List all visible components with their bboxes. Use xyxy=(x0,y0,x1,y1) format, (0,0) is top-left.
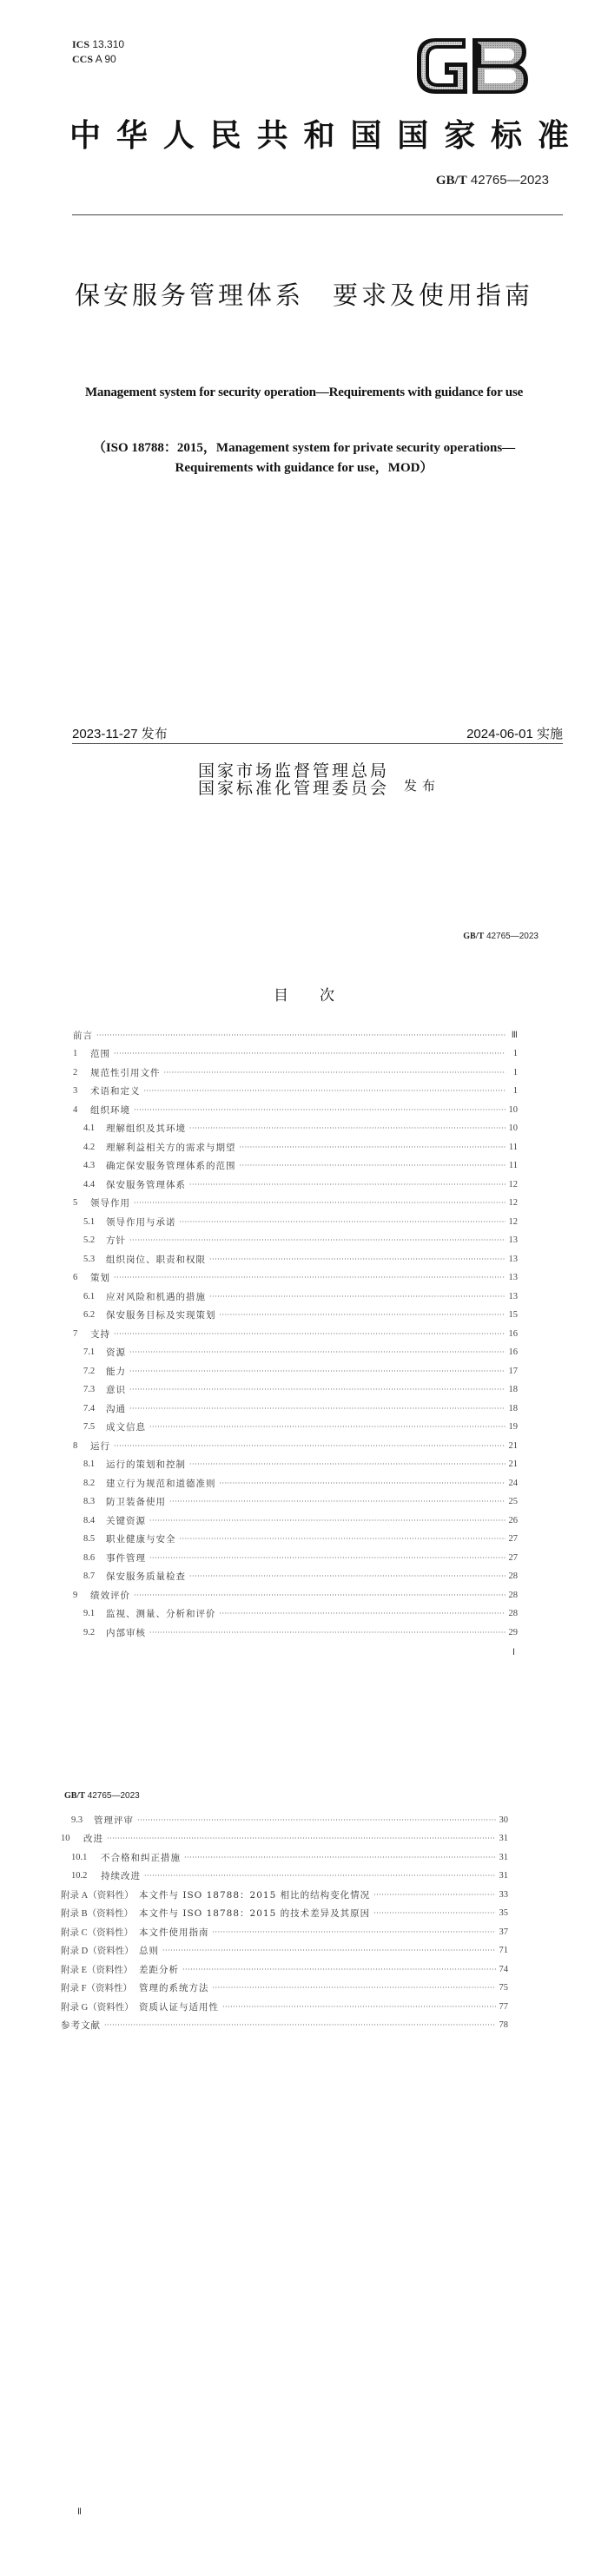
title-char: 标 xyxy=(491,117,523,154)
toc-leader xyxy=(209,1293,506,1301)
toc-entry[interactable] xyxy=(73,1252,518,1266)
ccs-value: A 90 xyxy=(95,53,116,65)
toc-leader xyxy=(134,1106,506,1114)
toc-leader xyxy=(129,1348,506,1356)
toc-page: 21 xyxy=(508,1459,518,1469)
toc-num: 7.1 xyxy=(83,1347,96,1357)
divider xyxy=(72,743,563,744)
title-char: 华 xyxy=(116,117,148,154)
toc-num: 附录 B（资料性） xyxy=(61,1909,134,1919)
toc-num: 7 xyxy=(73,1328,78,1339)
toc-entry[interactable] xyxy=(73,1047,518,1061)
toc-num: 9.1 xyxy=(83,1609,96,1618)
title-char: 国 xyxy=(397,117,429,154)
toc-leader xyxy=(114,1442,506,1450)
toc-page: 10 xyxy=(508,1123,518,1133)
toc-label: 保安服务目标及实现策划 xyxy=(106,1310,216,1321)
toc-page: 11 xyxy=(508,1161,518,1170)
toc-page: 18 xyxy=(508,1385,518,1394)
toc-page: 11 xyxy=(508,1142,518,1152)
toc-page: 12 xyxy=(508,1179,518,1189)
toc-label: 管理评审 xyxy=(94,1815,134,1826)
title-char: 国 xyxy=(350,117,382,154)
toc-label: 范围 xyxy=(90,1049,110,1059)
toc-leader xyxy=(96,1031,506,1039)
toc-page: 17 xyxy=(508,1366,518,1376)
toc-leader xyxy=(184,1854,496,1861)
toc-page: 78 xyxy=(499,2020,508,2030)
toc-page: 35 xyxy=(499,1908,508,1918)
toc-label: 差距分析 xyxy=(139,1964,179,1975)
toc-page: 12 xyxy=(508,1216,518,1227)
header-number: 42765—2023 xyxy=(486,932,539,941)
toc-label: 能力 xyxy=(106,1366,126,1377)
toc-label: 本文件与 ISO 18788：2015 的技术差异及其原因 xyxy=(139,1908,371,1919)
toc-leader xyxy=(129,1367,506,1375)
toc-page: 33 xyxy=(499,1889,508,1900)
toc-leader xyxy=(129,1236,506,1244)
toc-page: 27 xyxy=(508,1534,518,1544)
divider xyxy=(72,214,563,215)
toc-entry[interactable] xyxy=(73,1289,518,1303)
toc-page: 31 xyxy=(499,1834,508,1843)
toc-leader xyxy=(222,2003,496,2011)
toc-entry[interactable] xyxy=(73,1364,518,1378)
toc-entry[interactable] xyxy=(73,1177,518,1191)
toc-page: 71 xyxy=(499,1946,508,1955)
toc-num: 附录 A（资料性） xyxy=(61,1890,134,1901)
toc-entry[interactable] xyxy=(61,1869,508,1883)
toc-label: 前言 xyxy=(73,1030,93,1041)
toc-label: 支持 xyxy=(90,1328,110,1340)
header-prefix: GB/T xyxy=(463,932,485,941)
toc-page: 24 xyxy=(508,1478,518,1488)
toc-entry[interactable] xyxy=(73,1308,518,1322)
toc-leader xyxy=(149,1423,506,1431)
toc-leader xyxy=(189,1572,506,1580)
toc-num: 9.2 xyxy=(83,1627,96,1637)
publish-label: 发布 xyxy=(404,778,441,794)
toc-entry[interactable] xyxy=(73,1401,518,1415)
toc-page: 31 xyxy=(499,1852,508,1862)
toc-page: 13 xyxy=(508,1235,518,1245)
toc-entry[interactable] xyxy=(61,1925,508,1939)
toc-leader xyxy=(373,1891,495,1899)
title-char: 人 xyxy=(162,117,195,154)
toc-page: 10 xyxy=(508,1104,518,1115)
toc-leader xyxy=(220,1610,506,1617)
toc-entry[interactable] xyxy=(73,1234,518,1248)
toc-page: 12 xyxy=(508,1198,518,1208)
toc-entry[interactable] xyxy=(73,1065,518,1079)
toc-page: 16 xyxy=(508,1347,518,1357)
toc-label: 改进 xyxy=(83,1834,103,1844)
toc-page: 16 xyxy=(508,1328,518,1339)
toc-leader xyxy=(114,1050,506,1057)
implement-date: 2024-06-01 实施 xyxy=(466,727,563,741)
toc-num: 8.5 xyxy=(83,1534,96,1544)
toc-num: 5.3 xyxy=(83,1254,96,1264)
gb-logo-icon xyxy=(413,35,532,97)
toc-leader xyxy=(107,1835,496,1842)
document-title-en: Management system for security operation—Requirements with guidance for use xyxy=(84,385,524,399)
toc-leader xyxy=(220,1479,506,1487)
toc-label: 管理的系统方法 xyxy=(139,1983,209,1993)
ccs-code xyxy=(72,53,116,66)
toc-label: 策划 xyxy=(90,1273,110,1283)
toc-title-char: 目 xyxy=(274,987,288,1005)
toc-entry[interactable] xyxy=(61,1981,508,1995)
toc-leader xyxy=(189,1124,506,1132)
toc-label: 资质认证与适用性 xyxy=(139,2001,219,2013)
toc-entry[interactable] xyxy=(61,1888,508,1901)
toc-num: 7.4 xyxy=(83,1403,96,1413)
toc-label: 运行 xyxy=(90,1440,110,1452)
toc-num: 8.3 xyxy=(83,1497,96,1506)
toc-entry[interactable] xyxy=(61,2019,508,2032)
toc-leader xyxy=(114,1330,506,1338)
ics-code xyxy=(72,38,124,51)
toc-page: 15 xyxy=(508,1310,518,1320)
toc-label: 成文信息 xyxy=(106,1422,146,1433)
toc-entry[interactable] xyxy=(73,1476,518,1490)
toc-label: 领导作用 xyxy=(90,1198,130,1209)
toc-num: 2 xyxy=(73,1067,78,1077)
toc-entry[interactable] xyxy=(73,1532,518,1546)
toc-num: 1 xyxy=(73,1049,78,1058)
toc-label: 内部审核 xyxy=(106,1627,146,1638)
toc-num: 附录 D（资料性） xyxy=(61,1947,134,1956)
toc-page: 29 xyxy=(508,1627,518,1637)
toc-num: 8.6 xyxy=(83,1552,96,1563)
iso-reference-line2: Requirements with guidance for use，MOD） xyxy=(175,461,433,475)
toc-label: 保安服务管理体系 xyxy=(106,1179,186,1190)
toc-num: 6.2 xyxy=(83,1310,96,1320)
toc-label: 防卫装备使用 xyxy=(106,1497,166,1507)
toc-num: 8.2 xyxy=(83,1478,96,1488)
toc-page: 28 xyxy=(508,1590,518,1600)
toc-page: 28 xyxy=(508,1609,518,1618)
title-char: 共 xyxy=(256,117,288,154)
standard-number-value: 42765—2023 xyxy=(470,173,549,188)
toc-page: 13 xyxy=(508,1254,518,1264)
title-char: 准 xyxy=(537,117,569,154)
toc-leader xyxy=(180,1218,506,1226)
toc-page: 74 xyxy=(499,1964,508,1974)
toc-page: 25 xyxy=(508,1497,518,1506)
toc-leader xyxy=(213,1984,496,1992)
toc-page: 1 xyxy=(512,1086,518,1096)
toc-label: 本文件与 ISO 18788：2015 相比的结构变化情况 xyxy=(139,1889,371,1901)
header-number: 42765—2023 xyxy=(87,1791,140,1801)
toc-label: 本文件使用指南 xyxy=(139,1927,209,1938)
toc-label: 职业健康与安全 xyxy=(106,1534,176,1545)
toc-label: 应对风险和机遇的措施 xyxy=(106,1291,206,1302)
toc-entry[interactable] xyxy=(61,2000,508,2013)
toc-entry[interactable] xyxy=(61,1850,508,1864)
title-char: 民 xyxy=(209,117,241,154)
toc-leader xyxy=(129,1386,506,1393)
ics-label: ICS xyxy=(72,38,90,50)
publish-date: 2023-11-27 发布 xyxy=(72,727,168,741)
toc-num: 7.5 xyxy=(83,1422,96,1432)
toc-leader xyxy=(373,1909,495,1917)
toc-page: 30 xyxy=(499,1815,508,1825)
toc-num: 6 xyxy=(73,1273,78,1282)
publisher-line1: 国家市场监督管理总局 xyxy=(198,761,390,781)
toc-entry[interactable] xyxy=(73,1439,518,1453)
toc-entry[interactable] xyxy=(61,1962,508,1976)
toc-num: 4.4 xyxy=(83,1179,96,1189)
toc-page: 13 xyxy=(508,1291,518,1301)
toc-entry[interactable] xyxy=(73,1420,518,1434)
toc-entry[interactable] xyxy=(73,1570,518,1584)
toc-num: 3 xyxy=(73,1086,78,1096)
toc-leader xyxy=(114,1274,506,1281)
page-header-standard-number xyxy=(64,1791,140,1801)
title-char: 中 xyxy=(69,117,102,154)
toc-label: 持续改进 xyxy=(101,1871,141,1881)
toc-label: 意识 xyxy=(106,1385,126,1395)
toc-num: 5.2 xyxy=(83,1235,96,1245)
toc-num: 附录 F（资料性） xyxy=(61,1984,132,1993)
toc-num: 4 xyxy=(73,1104,78,1115)
toc-page: 18 xyxy=(508,1403,518,1413)
toc-leader xyxy=(169,1498,506,1505)
toc-entry[interactable] xyxy=(73,1495,518,1509)
toc-entry[interactable] xyxy=(73,1588,518,1602)
toc-num: 7.2 xyxy=(83,1366,96,1376)
toc-label: 保安服务质量检查 xyxy=(106,1571,186,1582)
toc-leader xyxy=(137,1816,496,1824)
toc-leader xyxy=(144,1872,496,1880)
toc-page: 37 xyxy=(499,1927,508,1937)
toc-entry[interactable] xyxy=(73,1551,518,1565)
toc-page: 77 xyxy=(499,2001,508,2012)
toc-label: 沟通 xyxy=(106,1403,126,1414)
toc-num: 4.1 xyxy=(83,1123,96,1133)
toc-page: 26 xyxy=(508,1515,518,1525)
page-number: Ⅰ xyxy=(512,1648,515,1657)
toc-entry[interactable] xyxy=(73,1122,518,1136)
toc-num: 10.2 xyxy=(71,1871,88,1881)
toc-num: 8.1 xyxy=(83,1459,96,1469)
standard-number xyxy=(436,173,549,188)
toc-page: 75 xyxy=(499,1983,508,1993)
toc-num: 7.3 xyxy=(83,1385,96,1394)
toc-entry[interactable] xyxy=(73,1271,518,1285)
toc-num: 10 xyxy=(61,1834,70,1843)
toc-label: 方针 xyxy=(106,1235,126,1246)
toc-entry[interactable] xyxy=(73,1215,518,1229)
toc-leader xyxy=(149,1554,506,1562)
toc-num: 9 xyxy=(73,1590,78,1600)
national-standard-title xyxy=(69,111,569,155)
toc-leader xyxy=(162,1947,496,1954)
toc-page: 21 xyxy=(508,1440,518,1451)
toc-leader xyxy=(149,1517,506,1525)
toc-leader xyxy=(149,1629,506,1637)
publisher xyxy=(198,762,389,797)
page-number: Ⅱ xyxy=(77,2507,82,2517)
toc-label: 事件管理 xyxy=(106,1552,146,1564)
toc-label: 不合格和纠正措施 xyxy=(101,1852,181,1863)
toc-entry[interactable] xyxy=(73,1159,518,1173)
toc-num: 8 xyxy=(73,1440,78,1451)
toc-label: 组织环境 xyxy=(90,1104,130,1116)
toc-num: 附录 G（资料性） xyxy=(61,2002,134,2013)
toc-leader xyxy=(180,1535,506,1543)
toc-leader xyxy=(144,1087,506,1095)
toc-label: 领导作用与承诺 xyxy=(106,1216,176,1228)
toc-leader xyxy=(189,1181,506,1189)
title-char: 家 xyxy=(444,117,476,154)
toc-label: 参考文献 xyxy=(61,2020,101,2031)
toc-label: 理解组织及其环境 xyxy=(106,1123,186,1134)
toc-entry[interactable] xyxy=(73,1140,518,1154)
publisher-line2: 国家标准化管理委员会 xyxy=(198,779,390,798)
toc-entry[interactable] xyxy=(73,1513,518,1527)
toc-label: 运行的策划和控制 xyxy=(106,1459,186,1470)
toc-label: 绩效评价 xyxy=(90,1590,130,1601)
toc-leader xyxy=(104,2021,496,2029)
toc-page: Ⅲ xyxy=(511,1031,518,1040)
toc-entry[interactable] xyxy=(73,1084,518,1098)
toc-leader xyxy=(220,1311,506,1319)
document-title-cn: 保安服务管理体系 要求及使用指南 xyxy=(74,280,533,310)
toc-entry[interactable] xyxy=(73,1028,518,1042)
toc-label: 建立行为规范和道德准则 xyxy=(106,1478,216,1489)
toc-page: 1 xyxy=(512,1049,518,1058)
toc-entry[interactable] xyxy=(61,1944,508,1958)
toc-entry[interactable] xyxy=(73,1196,518,1210)
toc-num: 5 xyxy=(73,1198,78,1208)
toc-entry[interactable] xyxy=(73,1103,518,1117)
toc-leader xyxy=(129,1405,506,1413)
toc-entry[interactable] xyxy=(61,1907,508,1920)
title-char: 和 xyxy=(303,117,335,154)
toc-page: 19 xyxy=(508,1422,518,1432)
ics-value: 13.310 xyxy=(92,38,125,50)
toc-label: 组织岗位、职责和权限 xyxy=(106,1254,206,1265)
ccs-label: CCS xyxy=(72,53,94,65)
toc-entry[interactable] xyxy=(73,1625,518,1639)
toc-label: 总则 xyxy=(139,1946,159,1956)
toc-leader xyxy=(240,1162,506,1169)
toc-page: 27 xyxy=(508,1552,518,1563)
toc-entry[interactable] xyxy=(73,1327,518,1341)
toc-leader xyxy=(240,1143,506,1151)
toc-num: 6.1 xyxy=(83,1291,96,1301)
toc-leader xyxy=(189,1460,506,1468)
toc-entry[interactable] xyxy=(73,1458,518,1472)
page-header-standard-number xyxy=(463,932,539,941)
toc-label: 关键资源 xyxy=(106,1515,146,1526)
toc-title xyxy=(0,983,608,1005)
toc-page: 1 xyxy=(512,1067,518,1077)
toc-num: 附录 C（资料性） xyxy=(61,1927,134,1938)
toc-page: 31 xyxy=(499,1871,508,1881)
toc-num: 10.1 xyxy=(71,1852,88,1862)
toc-entry[interactable] xyxy=(61,1813,508,1827)
toc-num: 8.7 xyxy=(83,1571,96,1581)
toc-entry[interactable] xyxy=(61,1832,508,1846)
toc-num: 8.4 xyxy=(83,1515,96,1525)
toc-label: 确定保安服务管理体系的范围 xyxy=(106,1161,236,1171)
toc-leader xyxy=(213,1928,496,1936)
toc-leader xyxy=(182,1966,496,1973)
toc-page: 13 xyxy=(508,1273,518,1282)
toc-page: 28 xyxy=(508,1571,518,1581)
toc-label: 理解利益相关方的需求与期望 xyxy=(106,1142,236,1153)
toc-entry[interactable] xyxy=(73,1346,518,1360)
toc-label: 资源 xyxy=(106,1347,126,1358)
toc-num: 4.3 xyxy=(83,1161,96,1170)
toc-label: 规范性引用文件 xyxy=(90,1067,161,1078)
toc-num: 9.3 xyxy=(71,1815,83,1825)
toc-leader xyxy=(164,1069,506,1077)
toc-num: 4.2 xyxy=(83,1142,96,1152)
toc-leader xyxy=(134,1591,506,1599)
toc-entry[interactable] xyxy=(73,1383,518,1397)
toc-label: 监视、测量、分析和评价 xyxy=(106,1609,216,1619)
toc-label: 术语和定义 xyxy=(90,1086,141,1097)
toc-leader xyxy=(134,1199,506,1207)
iso-reference-line1: （ISO 18788：2015，Management system for private security operations— xyxy=(92,441,516,455)
toc-leader xyxy=(209,1255,506,1263)
header-prefix: GB/T xyxy=(64,1791,85,1801)
toc-num: 5.1 xyxy=(83,1216,96,1227)
toc-num: 附录 E（资料性） xyxy=(61,1965,133,1975)
toc-title-char: 次 xyxy=(320,987,334,1005)
standard-prefix: GB/T xyxy=(435,174,467,188)
toc-entry[interactable] xyxy=(73,1607,518,1621)
